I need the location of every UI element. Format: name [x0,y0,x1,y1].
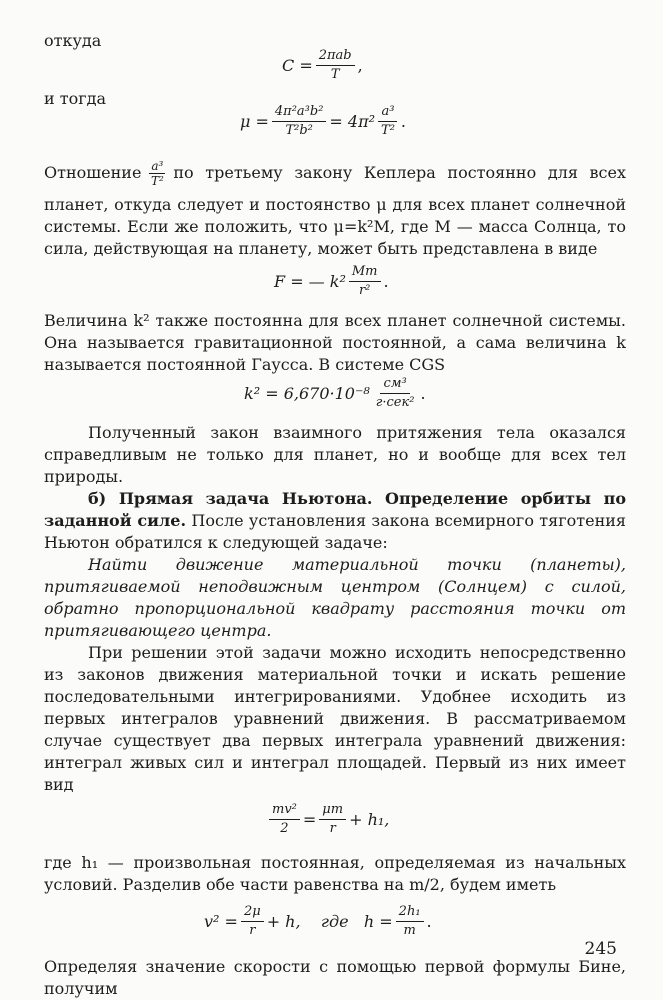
eq2-mid: = 4π² [329,111,376,131]
equation-C [44,48,626,88]
eq4-num: см³ [380,376,409,394]
eq5-num2: μm [319,802,346,820]
equation-energy [44,796,626,852]
eq1-tail: , [357,55,363,75]
ratio-fraction [149,159,165,188]
eq2-num2: a³ [378,104,397,122]
paragraph-law: Полученный закон взаимного притяжения тела оказался справедливым не только для планет, но и вообще для всех тел природы. [44,423,626,486]
eq5-mid: = [302,809,317,829]
eq6-tail: . [426,911,432,931]
eq2-fraction-1 [272,104,327,139]
equation-F [44,260,626,310]
ratio-line [44,156,626,190]
eq2-den: T²b² [285,123,313,138]
eq3-den: r² [358,283,371,298]
ratio-after: по третьему закону Кеплера постоянно для всех [173,163,626,182]
word-otkuda: откуда [44,31,102,50]
eq1-fraction [316,48,355,83]
eq6-mid: + h, где h = [266,911,393,931]
eq6-num: 2μ [241,904,264,922]
section-heading: б) Прямая задача Ньютона. Определение орбиты по заданной силе. [44,489,626,530]
eq6-fraction-1 [241,904,264,939]
eq4-tail: . [420,383,426,403]
eq5-fraction-1 [269,802,300,837]
eq5-den2: r [329,821,336,836]
eq5-num: mv² [269,802,300,820]
eq2-lhs: μ = [240,111,269,131]
paragraph-problem: Найти движение материальной точки (планеты), притягиваемой неподвижным центром (Солнцем) с силой, обратно пропорциональной квадрату расстояния точки от притягивающего центра. [44,555,626,640]
eq2-num: 4π²a³b² [272,104,327,122]
eq3-lhs: F = — k² [274,271,346,291]
eq4-den: г·сек² [375,395,415,410]
eq3-num: Mm [349,264,381,282]
word-i-togda: и тогда [44,89,107,108]
equation-velocity [44,896,626,952]
paragraph-newton-heading [44,488,626,554]
paragraph-constant: где h₁ — произвольная постоянная, определяемая из начальных условий. Разделив обе части равенства на m/2, будем иметь [44,853,626,894]
eq2-tail: . [400,111,407,131]
paragraph-integrals: При решении этой задачи можно исходить непосредственно из законов движения материальной точки и искать решение последовательными интегрированиями. Удобнее исходить из первых интегралов уравнений движения. В рассматриваемом случае существует два первых интеграла уравнений движения: интеграл живых сил и интеграл площадей. Первый из них имеет вид [44,643,626,794]
eq4-fraction [373,376,418,411]
eq5-tail: + h₁, [349,809,390,829]
eq1-lhs: C = [282,55,313,75]
eq3-fraction [349,264,381,299]
eq6-den: r [249,923,256,938]
eq5-fraction-2 [319,802,346,837]
eq5-den: 2 [280,821,289,836]
equation-k2 [44,376,626,422]
eq6-lhs: v² = [204,911,238,931]
ratio-num: a³ [151,158,164,173]
eq6-fraction-2 [396,904,424,939]
section-intro: После установления закона всемирного тяготения Ньютон обратился к следующей задаче: [44,511,627,552]
eq2-den2: T² [381,123,395,138]
ratio-before: Отношение [44,163,142,182]
page-number: 245 [584,939,617,959]
paragraph-binet: Определяя значение скорости с помощью первой формулы Бине, получим [44,957,626,998]
eq1-den: T [330,67,340,82]
paragraph-planets: планет, откуда следует и постоянство μ для всех планет солнечной системы. Если же положить, что μ=k²M, где M — масса Солнца, то сила, действующая на планету, может быть представлена в виде [44,195,626,258]
eq6-den2: m [403,923,416,938]
eq1-num: 2πab [316,48,355,66]
eq2-fraction-2 [378,104,398,139]
ratio-den: T² [150,173,164,188]
eq6-num2: 2h₁ [396,904,424,922]
book-page [44,30,626,1000]
eq3-tail: . [383,271,389,291]
equation-mu [44,104,626,156]
paragraph-gauss: Величина k² также постоянна для всех планет солнечной системы. Она называется гравитационной постоянной, а сама величина k называется постоянной Гаусса. В системе CGS [44,311,626,374]
eq4-lhs: k² = 6,670·10⁻⁸ [244,383,370,403]
